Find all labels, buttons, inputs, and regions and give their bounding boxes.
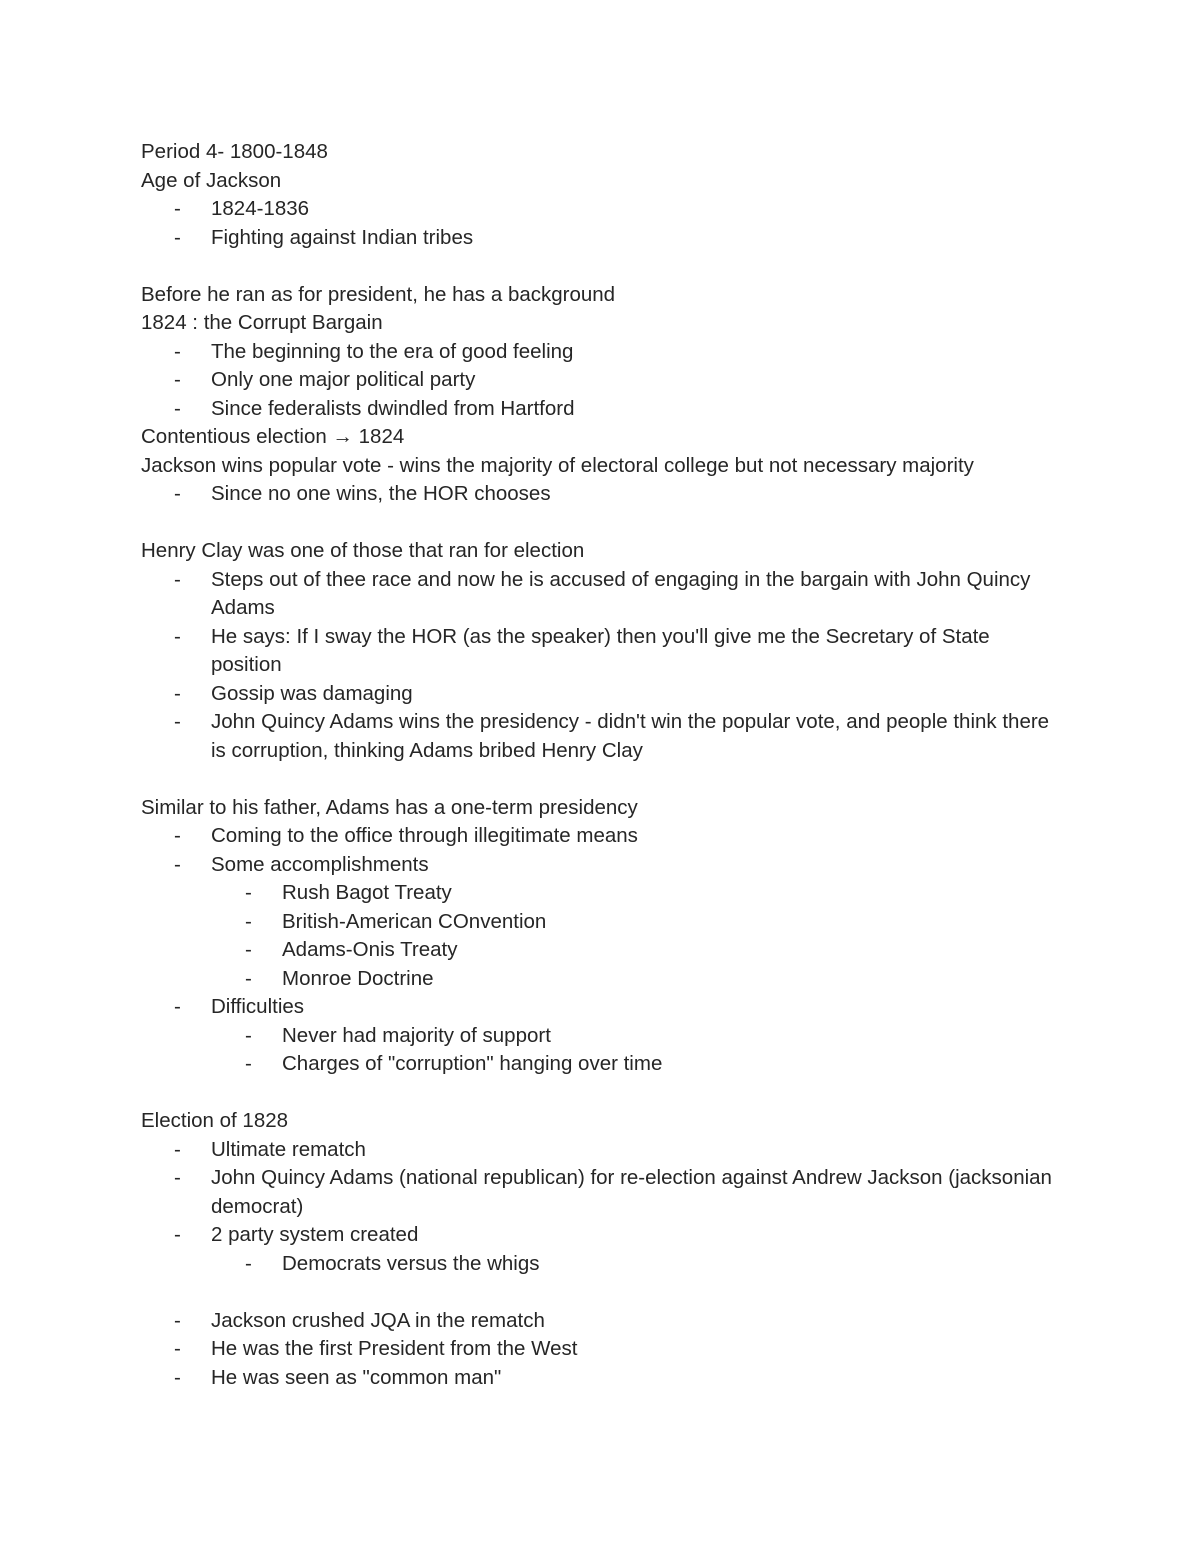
bullet-dash: - (174, 852, 181, 876)
section-heading: 1824 : the Corrupt Bargain (141, 311, 383, 334)
bullet-dash: - (245, 909, 252, 933)
list-item (141, 195, 1061, 224)
blank-line (141, 1278, 1061, 1307)
bullet-dash: - (245, 1251, 252, 1275)
bullet-dash: - (174, 197, 181, 220)
sub-list-item (141, 936, 1061, 965)
document-body (141, 138, 1061, 1392)
blank-line (141, 252, 1061, 281)
sub-list-item (141, 1022, 1061, 1051)
bullet-dash: - (174, 624, 181, 648)
document-title: Period 4- 1800-1848 (141, 140, 328, 163)
list-item (141, 1136, 1061, 1165)
list-item (141, 366, 1061, 395)
bullet-dash: - (174, 1365, 181, 1389)
bullet-dash: - (174, 1137, 181, 1161)
list-item-text: Adams-Onis Treaty (282, 938, 458, 961)
section-heading: Henry Clay was one of those that ran for election (141, 539, 585, 562)
list-item (141, 1335, 1061, 1364)
list-item (141, 566, 1061, 623)
bullet-dash: - (174, 396, 181, 420)
list-item-text: Gossip was damaging (211, 681, 413, 705)
bullet-dash: - (174, 1337, 181, 1360)
list-item-text: John Quincy Adams wins the presidency - didn't win the popular vote, and people think there is corruption, thinking Adams bribed Henry Clay (211, 710, 1050, 762)
bullet-dash: - (174, 995, 181, 1018)
bullet-dash: - (174, 368, 181, 391)
list-item-text: He was the first President from the West (211, 1337, 578, 1360)
bullet-dash: - (174, 824, 181, 847)
bullet-dash: - (245, 966, 252, 990)
list-item-text: Charges of "corruption" hanging over time (282, 1052, 663, 1075)
bullet-dash: - (174, 681, 181, 705)
sub-list-item (141, 965, 1061, 994)
list-item (141, 338, 1061, 367)
list-item-text: He was seen as "common man" (211, 1365, 502, 1389)
sub-list-item (141, 908, 1061, 937)
list-item (141, 395, 1061, 424)
list-item (141, 851, 1061, 880)
sub-list-item (141, 1050, 1061, 1079)
bullet-dash: - (174, 225, 181, 249)
blank-line (141, 1079, 1061, 1108)
paragraph: Jackson wins popular vote - wins the majority of electoral college but not necessary majority (141, 453, 974, 477)
list-item-text: Difficulties (211, 995, 305, 1018)
list-item-text: British-American COnvention (282, 909, 547, 933)
list-item-text: Since federalists dwindled from Hartford (211, 396, 575, 420)
list-item-text: Rush Bagot Treaty (282, 881, 452, 904)
bullet-dash: - (245, 1023, 252, 1047)
list-item-text: Steps out of thee race and now he is accused of engaging in the bargain with John Quincy Adams (211, 567, 1031, 619)
bullet-dash: - (245, 881, 252, 904)
bullet-dash: - (174, 710, 181, 733)
list-item-text: Some accomplishments (211, 852, 429, 876)
sub-list-item (141, 879, 1061, 908)
list-item-text: Jackson crushed JQA in the rematch (211, 1308, 545, 1332)
list-item (141, 1221, 1061, 1250)
list-item-text: Fighting against Indian tribes (211, 225, 474, 249)
list-item (141, 1164, 1061, 1221)
list-item (141, 623, 1061, 680)
list-item (141, 1307, 1061, 1336)
list-item-text: Coming to the office through illegitimate means (211, 824, 638, 847)
paragraph: Contentious election → 1824 (141, 425, 405, 448)
paragraph: Before he ran as for president, he has a background (141, 282, 616, 306)
bullet-dash: - (174, 1223, 181, 1246)
list-item-text: 1824-1836 (211, 197, 310, 220)
list-item (141, 993, 1061, 1022)
list-item-text: Monroe Doctrine (282, 966, 434, 990)
list-item-text: Since no one wins, the HOR chooses (211, 482, 551, 505)
list-item-text: John Quincy Adams (national republican) for re-election against Andrew Jackson (jacksonian democrat) (211, 1166, 1052, 1218)
list-item (141, 680, 1061, 709)
bullet-dash: - (174, 1308, 181, 1332)
sub-list-item (141, 1250, 1061, 1279)
list-item-text: Never had majority of support (282, 1023, 551, 1047)
bullet-dash: - (174, 339, 181, 363)
list-item (141, 224, 1061, 253)
topic-heading: Age of Jackson (141, 168, 282, 192)
bullet-dash: - (174, 482, 181, 505)
blank-line (141, 509, 1061, 538)
list-item (141, 822, 1061, 851)
bullet-dash: - (174, 1166, 181, 1189)
list-item (141, 1364, 1061, 1393)
bullet-dash: - (174, 567, 181, 591)
blank-line (141, 765, 1061, 794)
bullet-dash: - (245, 938, 252, 961)
list-item (141, 708, 1061, 765)
list-item-text: He says: If I sway the HOR (as the speaker) then you'll give me the Secretary of State position (211, 624, 990, 676)
list-item-text: The beginning to the era of good feeling (211, 339, 574, 363)
bullet-dash: - (245, 1052, 252, 1075)
list-item (141, 480, 1061, 509)
list-item-text: Ultimate rematch (211, 1137, 366, 1161)
section-heading: Election of 1828 (141, 1109, 289, 1132)
section-heading: Similar to his father, Adams has a one-term presidency (141, 795, 638, 819)
list-item-text: Only one major political party (211, 368, 476, 391)
list-item-text: 2 party system created (211, 1223, 419, 1246)
list-item-text: Democrats versus the whigs (282, 1251, 540, 1275)
